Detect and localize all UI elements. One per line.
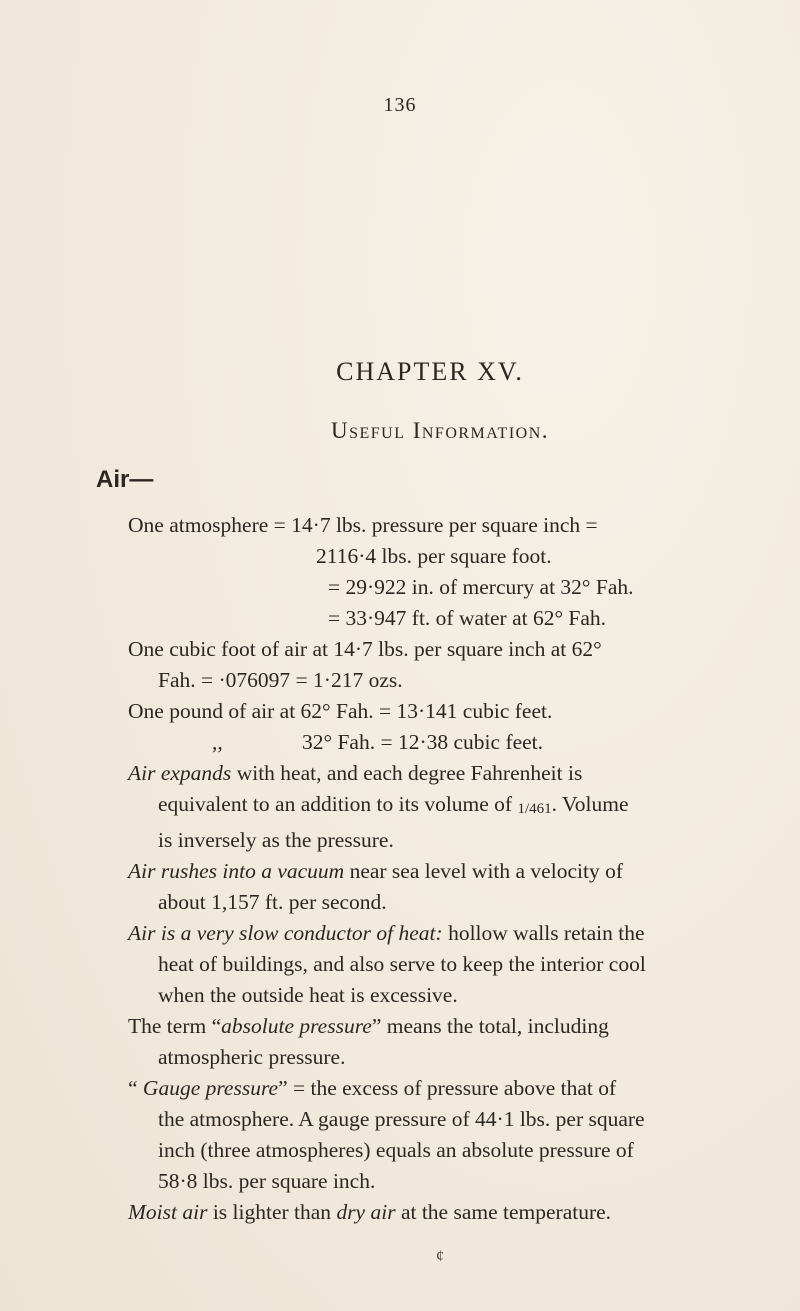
emphasis-text: Air is a very slow conductor of heat: [128,921,443,945]
text-span: is lighter than [207,1200,337,1224]
text-span: “ [128,1076,143,1100]
text-span: ” means the total, including [371,1014,609,1038]
text-line [128,1197,748,1228]
text-line: the atmosphere. A gauge pressure of 44·1 lbs. per square [158,1107,645,1131]
page-number: 136 [383,94,417,116]
text-line [128,789,748,825]
text-line: One pound of air at 62° Fah. = 13·141 cubic feet. [128,699,553,723]
text-span: hollow walls retain the [442,921,645,945]
fraction: 1/461 [517,801,552,817]
text-line [128,856,748,887]
section-heading: Useful Information. [330,418,550,443]
emphasis-text: absolute pressure [221,1014,372,1038]
text-line: is inversely as the pressure. [158,828,394,852]
text-line: inch (three atmospheres) equals an absolute pressure of [158,1138,634,1162]
text-line [128,1073,748,1104]
text-line: heat of buildings, and also serve to keep the interior cool [158,952,646,976]
text-line: atmospheric pressure. [158,1045,346,1069]
text-line [128,918,748,949]
text-span: ” = the excess of pressure above that of [278,1076,617,1100]
body-text [128,510,748,1228]
text-span: with heat, and each degree Fahrenheit is [231,761,583,785]
text-line: One atmosphere = 14·7 lbs. pressure per square inch = [128,513,598,537]
text-line: 58·8 lbs. per square inch. [158,1169,376,1193]
text-span: equivalent to an addition to its volume of [158,792,518,816]
chapter-title: CHAPTER XV. [336,357,524,386]
text-line: = 29·922 in. of mercury at 32° Fah. [328,575,634,599]
text-line: One cubic foot of air at 14·7 lbs. per square inch at 62° [128,637,602,661]
text-line: 2116·4 lbs. per square foot. [316,544,552,568]
emphasis-text: Moist air [128,1200,208,1224]
emphasis-text: Air rushes into a vacuum [128,859,345,883]
emphasis-text: dry air [336,1200,396,1224]
text-line: about 1,157 ft. per second. [158,890,387,914]
text-span: 32° Fah. = 12·38 cubic feet. [302,730,544,754]
text-span: near sea level with a velocity of [344,859,623,883]
topic-label-air: Air— [96,466,154,493]
text-line [128,758,748,789]
emphasis-text: Gauge pressure [142,1076,279,1100]
text-span: The term “ [128,1014,222,1038]
text-line [128,1011,748,1042]
ditto-mark: ,, [212,730,223,754]
text-line: when the outside heat is excessive. [158,983,458,1007]
text-span: . Volume [551,792,629,816]
text-line: = 33·947 ft. of water at 62° Fah. [328,606,607,630]
text-span: at the same temperature. [395,1200,612,1224]
text-line [128,727,748,758]
text-line: Fah. = ·076097 = 1·217 ozs. [158,668,403,692]
footer-mark: ¢ [436,1248,444,1265]
emphasis-text: Air expands [128,761,232,785]
